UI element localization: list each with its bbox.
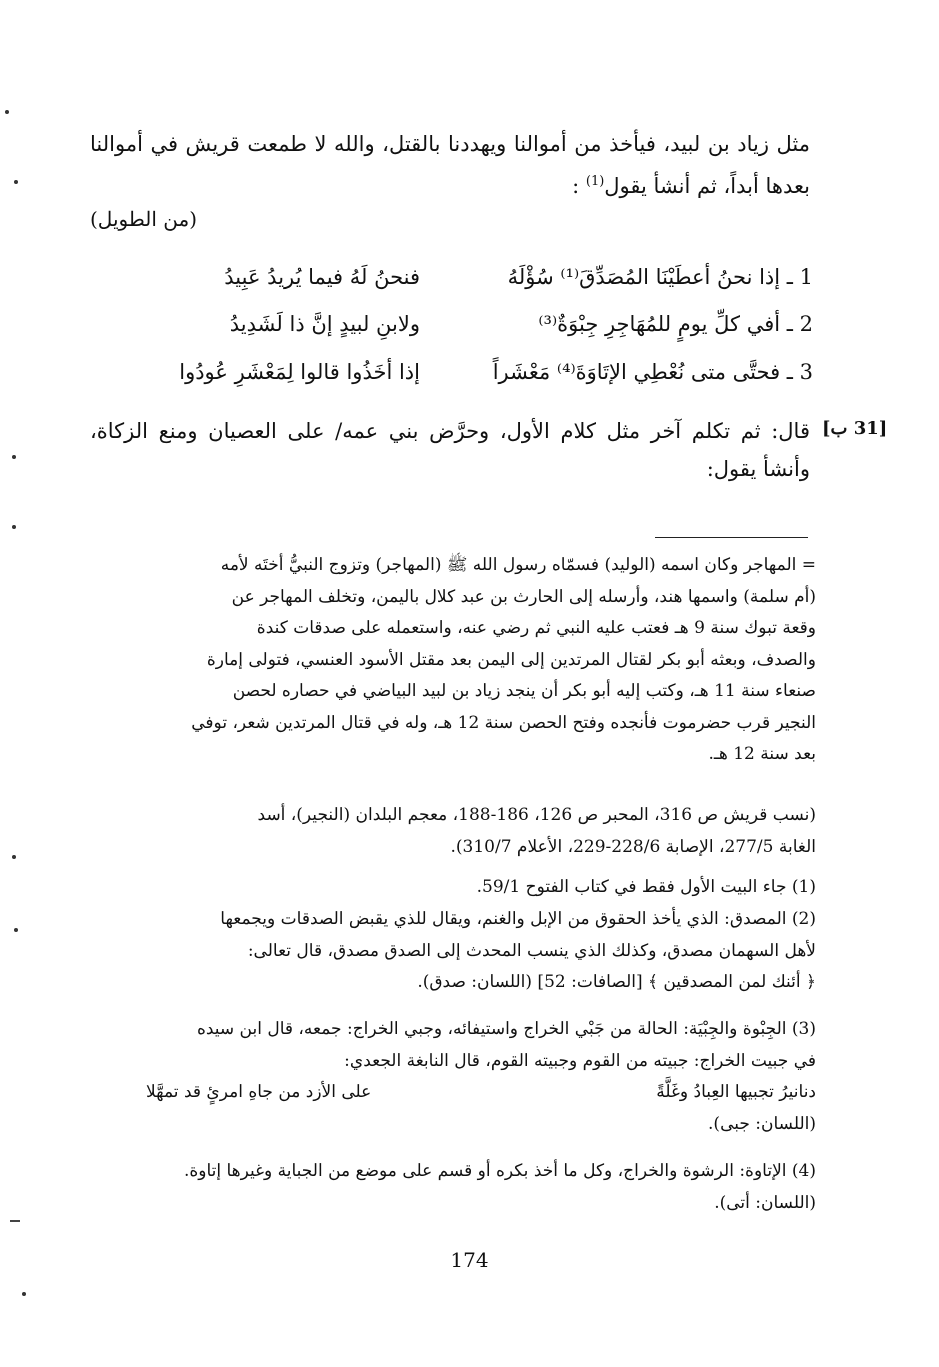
footnote-separator — [655, 537, 808, 538]
footnote-3-poem-second: على الأزد من جاهِ امرئٍ قد تمهَّلا — [146, 1082, 372, 1102]
footnote-3-line: (اللسان: جبى). — [708, 1113, 816, 1134]
footnote-3-poem-first: دنانيرُ تجبيها العِبادُ وغَلَّةً — [656, 1082, 816, 1102]
footnote-line: بعد سنة 12 هـ. — [708, 744, 816, 764]
footnote-line: صنعاء سنة 11 هـ، وكتب إليه أبو بكر أن ينجد زياد بن لبيد البياضي في حصاره لحصن — [232, 681, 816, 701]
paragraph1-colon: : — [572, 174, 580, 198]
footnote-line: النجير قرب حضرموت فأنجده وفتح الحصن سنة 12 هـ، وله في قتال المرتدين شعر، توفي — [191, 712, 816, 733]
verse-3-first-hemistich: 3 ـ فحتَّى متى نُعْطِي الإتَاوَةَ⁽⁴⁾ مَعْشَراً — [492, 360, 813, 384]
verse-2-second-hemistich: ولابنِ لبيدٍ إنَّ ذا لَشَدِيدُ — [229, 312, 420, 336]
verse-1-second-hemistich: فنحنُ لَهُ فيما يُريدُ عَبِيدُ — [224, 265, 420, 289]
scan-speck — [22, 1292, 26, 1296]
footnote-ref-1: (1) — [585, 174, 605, 189]
footnote-2-line: ﴿ أئنك لمن المصدقين ﴾ [الصافات: 52] (اللسان: صدق). — [417, 972, 816, 992]
footnote-line: وقعة تبوك سنة 9 هـ فعتب عليه النبي ثم رضي عنه، واستعمله على صدقات كندة — [256, 618, 816, 638]
footnote-4-line: (اللسان: أتى). — [714, 1192, 816, 1213]
scan-speck — [12, 855, 16, 859]
footnote-continuation — [88, 550, 816, 771]
scan-speck — [10, 1220, 20, 1222]
paragraph1-text: مثل زياد بن لبيد، فيأخذ من أموالنا ويهددنا بالقتل، والله لا طمعت قريش في أموالنا بعدها أبداً، ثم أنشأ يقول — [90, 132, 810, 198]
footnote-2 — [88, 904, 816, 999]
footnote-line: (أم سلمة) واسمها هند، وأرسله إلى الحارث بن عبد كلال باليمن، وتخلف المهاجر عن — [231, 586, 816, 607]
verse-2 — [85, 312, 813, 352]
verse-3-second-hemistich: إذا أخَذُوا قالوا لِمَعْشَرِ عُودُوا — [179, 360, 420, 384]
sources-line: (نسب قريش ص 316، المحبر ص 126، 186-188، معجم البلدان (النجير)، أسد — [257, 805, 816, 825]
scan-speck — [12, 455, 16, 459]
scan-speck — [12, 525, 16, 529]
footnote-4 — [88, 1156, 816, 1219]
scan-speck — [5, 110, 9, 114]
verse-1-first-hemistich: 1 ـ إذا نحنُ أعطَيْنَا المُصَدِّقَ⁽¹⁾ سُؤْلَهُ — [507, 265, 813, 289]
footnote-1: (1) جاء البيت الأول فقط في كتاب الفتوح 59/1. — [476, 877, 816, 897]
footnote-3-line: في جبيت الخراج: جبيته من القوم وجبيته القوم، قال النابغة الجعدي: — [344, 1050, 816, 1071]
verse-1 — [85, 265, 813, 305]
verse-2-first-hemistich: 2 ـ أفي كلِّ يومٍ للمُهَاجِرِ جِبْوَةٌ⁽³⁾ — [538, 312, 813, 336]
footnote-line: والصدف، وبعثه أبو بكر لقتال المرتدين إلى اليمن بعد مقتل الأسود العنسي، فتولى إمارة — [206, 649, 816, 670]
footnote-line: = المهاجر وكان اسمه (الوليد) فسمّاه رسول الله ﷺ (المهاجر) وتزوج النبيُّ أختَه لأمه — [220, 555, 816, 575]
footnote-4-line: (4) الإتاوة: الرشوة والخراج، وكل ما أخذ بكره أو قسم على موضع من الجباية وغيرها إتاوة. — [183, 1161, 816, 1181]
scan-speck — [14, 180, 18, 184]
manuscript-folio-ref: [31 ب] — [822, 418, 888, 439]
footnote-3-line: (3) الجِبْوة والجِبْيَة: الحالة من جَبْي الخراج واستيفائه، وجبي الخراج: جمعه، قال ابن سيده — [196, 1019, 816, 1039]
footnote-2-line: لأهل السهمان مصدق، وكذلك الذي ينسب المحدث إلى الصدق مصدق، قال تعالى: — [247, 940, 816, 961]
sources-line: الغابة 277/5، الإصابة 228/6-229، الأعلام 310/7). — [450, 836, 816, 857]
footnote-3-poem — [96, 1077, 816, 1109]
main-paragraph-2: قال: ثم تكلم آخر مثل كلام الأول، وحرَّض بني عمه/ على العصيان ومنع الزكاة، وأنشأ يقول: — [90, 419, 810, 481]
footnote-3 — [88, 1014, 816, 1140]
footnote-2-line: (2) المصدق: الذي يأخذ الحقوق من الإبل والغنم، ويقال للذي يقبض الصدقات ويجمعها — [220, 909, 816, 929]
page-number: 174 — [450, 1248, 489, 1272]
verse-3 — [85, 360, 813, 400]
footnote-sources — [88, 800, 816, 863]
scan-speck — [14, 928, 18, 932]
poem-meter: (من الطويل) — [90, 207, 198, 231]
main-paragraph-1 — [90, 125, 810, 205]
